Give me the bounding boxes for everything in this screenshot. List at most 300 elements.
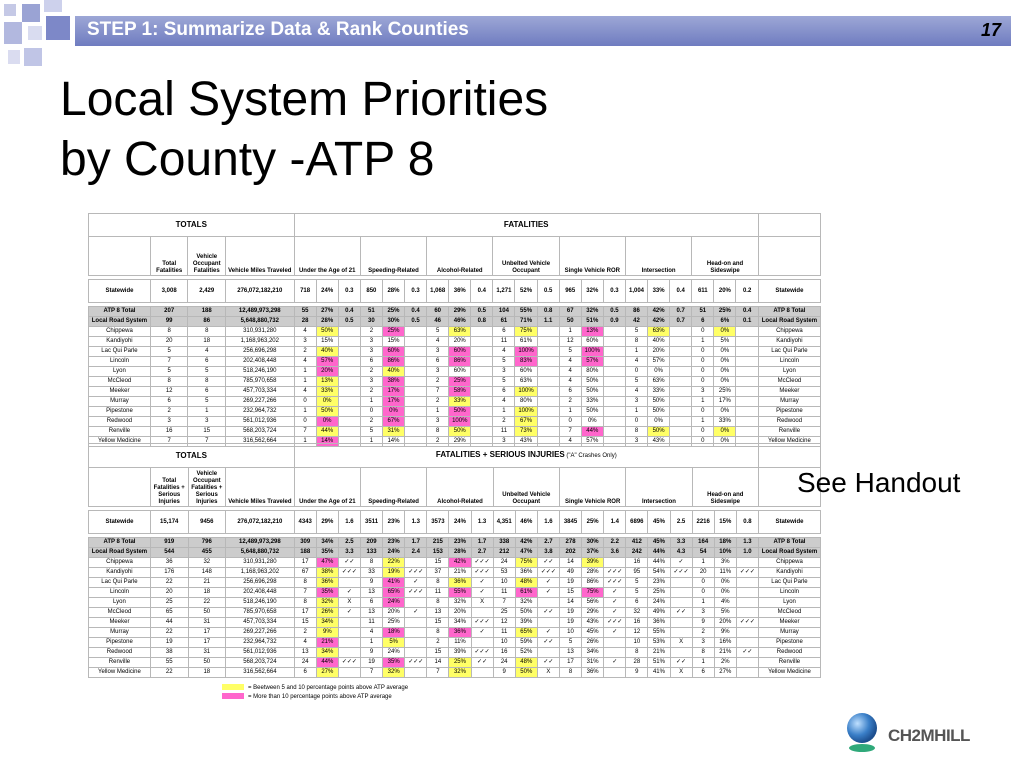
county-cell: 20 <box>692 568 714 578</box>
county-cell: 75% <box>582 588 604 598</box>
county-cell: Pipestone <box>89 407 151 417</box>
county-cell: 232,964,732 <box>226 407 295 417</box>
county-cell: Pipestone <box>89 638 151 648</box>
county-cell: 1 <box>692 337 714 347</box>
county-cell <box>405 387 427 397</box>
county-cell: 12 <box>150 387 188 397</box>
county-cell: 2 <box>692 628 714 638</box>
county-cell <box>736 558 758 568</box>
county-cell: 3 <box>294 337 316 347</box>
county-cell: 24% <box>383 648 405 658</box>
county-cell: 55% <box>449 588 471 598</box>
statewide-cell: 9456 <box>188 511 226 534</box>
county-cell: 50% <box>581 387 603 397</box>
county-cell: 7 <box>360 668 382 678</box>
county-cell: 44% <box>316 658 338 668</box>
county-cell: 7 <box>294 427 316 437</box>
county-cell: 0 <box>625 367 647 377</box>
county-cell: 15% <box>316 337 338 347</box>
county-cell: 25 <box>150 598 188 608</box>
county-cell <box>338 367 360 377</box>
total-cell: 30 <box>360 317 382 327</box>
total-cell: 99 <box>150 317 188 327</box>
county-cell: Lac Qui Parle <box>758 347 820 357</box>
county-cell: 20% <box>316 367 338 377</box>
county-cell: 8 <box>427 578 449 588</box>
county-cell <box>471 327 493 337</box>
county-cell <box>736 668 758 678</box>
county-cell <box>603 397 625 407</box>
decor-square <box>24 48 42 66</box>
county-cell: 100% <box>515 387 537 397</box>
statewide-cell: 20% <box>714 280 736 303</box>
total-cell: 212 <box>493 548 515 558</box>
county-cell: 5% <box>714 337 736 347</box>
county-cell: 0% <box>714 377 736 387</box>
total-cell: 25% <box>714 307 736 317</box>
county-cell: 0% <box>382 407 404 417</box>
table-totals-label: TOTALS <box>89 444 295 468</box>
county-cell: 13 <box>360 608 382 618</box>
statewide-cell: 0.4 <box>670 280 692 303</box>
county-cell: 21% <box>449 568 471 578</box>
county-cell: 3 <box>150 417 188 427</box>
county-cell: 10 <box>493 578 515 588</box>
county-cell: 5 <box>559 638 581 648</box>
county-cell: 13 <box>427 608 449 618</box>
county-cell: 11% <box>714 568 736 578</box>
county-cell: 57% <box>316 357 338 367</box>
legend-item-yellow <box>222 684 408 693</box>
county-cell <box>405 598 427 608</box>
county-cell: 8 <box>150 327 188 337</box>
county-cell: 38 <box>150 648 188 658</box>
county-cell: 38% <box>382 377 404 387</box>
county-cell: ✓ <box>604 628 626 638</box>
county-cell: 310,931,280 <box>226 558 295 568</box>
county-cell <box>670 337 692 347</box>
total-cell: 3.6 <box>604 548 626 558</box>
total-cell: 544 <box>150 548 188 558</box>
county-cell: 60% <box>581 337 603 347</box>
total-cell: 104 <box>493 307 515 317</box>
county-cell: 22 <box>150 668 188 678</box>
slide-number: 17 <box>980 20 1001 40</box>
county-cell: 16 <box>626 558 648 568</box>
county-cell: 7 <box>559 427 581 437</box>
county-cell: 17 <box>294 608 316 618</box>
county-cell: 100% <box>515 347 537 357</box>
county-cell: 1,168,963,202 <box>226 568 295 578</box>
county-cell <box>405 648 427 658</box>
county-cell: 17 <box>559 658 581 668</box>
county-cell: Lyon <box>758 367 820 377</box>
county-cell: 14 <box>559 598 581 608</box>
county-cell: 60% <box>382 347 404 357</box>
county-cell: 20 <box>150 588 188 598</box>
county-cell <box>338 377 360 387</box>
county-cell: 4 <box>559 437 581 447</box>
county-cell: 65% <box>383 588 405 598</box>
total-cell: 46 <box>427 317 449 327</box>
county-cell: 6 <box>493 327 515 337</box>
county-cell: 33% <box>316 387 338 397</box>
county-cell: 4 <box>427 337 449 347</box>
county-cell: 1 <box>692 658 714 668</box>
county-cell <box>471 608 493 618</box>
county-cell: 6 <box>626 598 648 608</box>
column-header: Vehicle Miles Traveled <box>226 237 295 276</box>
total-cell: 0.4 <box>736 307 758 317</box>
county-cell <box>338 427 360 437</box>
county-cell: 83% <box>515 357 537 367</box>
total-cell: 0.5 <box>603 307 625 317</box>
county-cell: 33% <box>581 397 603 407</box>
county-cell: 17 <box>188 628 226 638</box>
county-cell <box>736 598 758 608</box>
county-cell: 0 <box>294 417 316 427</box>
county-cell: ✓ <box>537 588 559 598</box>
county-cell: 5 <box>493 377 515 387</box>
county-cell <box>736 417 758 427</box>
county-cell: Redwood <box>758 417 820 427</box>
county-cell: 11 <box>493 337 515 347</box>
county-cell: 21% <box>648 648 670 658</box>
county-cell: 16 <box>150 427 188 437</box>
total-cell: 338 <box>493 538 515 548</box>
county-cell: Renville <box>89 427 151 437</box>
total-cell: Local Road System <box>89 548 151 558</box>
total-cell: 25% <box>382 307 404 317</box>
total-cell: 164 <box>692 538 714 548</box>
county-cell: 50% <box>581 407 603 417</box>
column-group-header: Unbelted Vehicle Occupant <box>493 468 559 507</box>
header-title: STEP 1: Summarize Data & Rank Counties <box>87 19 469 40</box>
county-cell: ✓ <box>537 628 559 638</box>
county-cell: 25% <box>382 327 404 337</box>
county-cell: 5% <box>383 638 405 648</box>
county-cell: 31% <box>382 427 404 437</box>
county-cell: 86% <box>582 578 604 588</box>
county-cell: 33% <box>714 417 736 427</box>
total-cell: 30% <box>582 538 604 548</box>
total-cell: 5,648,880,732 <box>226 548 295 558</box>
county-cell <box>471 407 493 417</box>
column-group-header: Head-on and Sideswipe <box>692 468 758 507</box>
total-cell: 0.4 <box>405 307 427 317</box>
county-cell: 8 <box>626 648 648 658</box>
column-group-header: Under the Age of 21 <box>294 468 360 507</box>
statewide-cell: 1,004 <box>625 280 647 303</box>
statewide-cell: 276,072,182,210 <box>226 511 295 534</box>
county-cell: 16% <box>714 638 736 648</box>
county-cell: 29% <box>449 437 471 447</box>
total-cell: 44% <box>648 548 670 558</box>
county-cell: 7 <box>150 357 188 367</box>
total-cell: 61 <box>493 317 515 327</box>
county-cell: ✓✓✓ <box>604 578 626 588</box>
globe-icon <box>838 708 888 758</box>
county-cell: 4 <box>493 397 515 407</box>
county-cell: 2 <box>360 367 382 377</box>
county-cell: 4 <box>559 367 581 377</box>
county-cell: 7 <box>493 598 515 608</box>
county-cell: 42% <box>449 558 471 568</box>
county-cell <box>604 668 626 678</box>
county-cell <box>603 417 625 427</box>
county-cell <box>603 357 625 367</box>
see-handout-note: See Handout <box>797 467 961 498</box>
county-cell <box>338 397 360 407</box>
statewide-cell: 3573 <box>427 511 449 534</box>
county-cell: Yellow Medicine <box>89 437 151 447</box>
county-cell: 8 <box>188 377 226 387</box>
blank-cell <box>758 237 820 276</box>
section-note: ("A" Crashes Only) <box>564 453 617 459</box>
county-cell: ✓✓✓ <box>471 648 493 658</box>
total-cell: 209 <box>360 538 382 548</box>
county-cell: 6 <box>188 387 226 397</box>
county-cell: 8 <box>625 427 647 437</box>
county-cell: 10 <box>493 638 515 648</box>
county-cell <box>338 357 360 367</box>
statewide-cell: 850 <box>360 280 382 303</box>
total-cell: 42% <box>648 307 670 317</box>
statewide-cell: 1.3 <box>471 511 493 534</box>
county-cell: 24 <box>493 658 515 668</box>
county-cell: 8 <box>360 558 382 568</box>
county-cell <box>604 648 626 658</box>
total-cell: 32% <box>581 307 603 317</box>
county-cell: 95 <box>626 568 648 578</box>
county-cell: ✓✓ <box>537 558 559 568</box>
county-cell: 22 <box>150 628 188 638</box>
county-cell: 3 <box>692 387 714 397</box>
total-cell: 42 <box>625 317 647 327</box>
county-cell: 22 <box>150 578 188 588</box>
county-cell: 18% <box>383 628 405 638</box>
county-cell: 5 <box>188 367 226 377</box>
county-cell: 50 <box>188 608 226 618</box>
county-cell: 0% <box>316 417 338 427</box>
county-cell <box>537 648 559 658</box>
column-group-header: Alcohol-Related <box>427 237 493 276</box>
county-cell: 40% <box>382 367 404 377</box>
column-group-header: Under the Age of 21 <box>294 237 360 276</box>
column-group-header: Speeding-Related <box>360 468 426 507</box>
total-cell: 1.1 <box>537 317 559 327</box>
county-cell: 1 <box>692 598 714 608</box>
statewide-cell: 276,072,182,210 <box>226 280 295 303</box>
county-cell: 0% <box>714 367 736 377</box>
total-cell: 71% <box>515 317 537 327</box>
county-cell: 80% <box>581 367 603 377</box>
county-cell: 15 <box>188 427 226 437</box>
total-cell: 796 <box>188 538 226 548</box>
total-cell: 47% <box>515 548 537 558</box>
county-cell: 1 <box>294 367 316 377</box>
county-cell: 32 <box>188 558 226 568</box>
total-cell: 0.7 <box>670 307 692 317</box>
county-cell: 44% <box>316 427 338 437</box>
county-cell <box>338 668 360 678</box>
total-cell: 3.8 <box>537 548 559 558</box>
county-cell: Redwood <box>89 648 151 658</box>
county-cell <box>405 367 427 377</box>
county-cell: Kandiyohi <box>758 337 820 347</box>
total-cell: 23% <box>383 538 405 548</box>
county-cell: Meeker <box>89 387 151 397</box>
statewide-cell: 1.6 <box>338 511 360 534</box>
county-cell <box>537 357 559 367</box>
county-cell: 57% <box>581 437 603 447</box>
statewide-cell: 28% <box>382 280 404 303</box>
county-cell <box>670 628 692 638</box>
county-cell: 2% <box>714 658 736 668</box>
county-cell <box>736 337 758 347</box>
county-cell: 52% <box>515 648 537 658</box>
county-cell: 8 <box>294 578 316 588</box>
county-cell <box>405 397 427 407</box>
county-cell: 457,703,334 <box>226 387 295 397</box>
county-cell: Redwood <box>758 648 820 658</box>
county-cell: 50% <box>515 608 537 618</box>
county-cell: 53 <box>493 568 515 578</box>
total-cell: 30% <box>382 317 404 327</box>
total-cell: Local Road System <box>758 548 820 558</box>
total-cell: 2.4 <box>405 548 427 558</box>
county-cell: Lac Qui Parle <box>758 578 820 588</box>
statewide-cell: 15% <box>714 511 736 534</box>
county-cell: 67 <box>294 568 316 578</box>
county-cell: 6 <box>188 357 226 367</box>
county-cell <box>736 638 758 648</box>
total-cell: 28% <box>449 548 471 558</box>
county-cell: 4 <box>294 638 316 648</box>
county-cell: ✓✓✓ <box>736 618 758 628</box>
county-cell <box>736 608 758 618</box>
county-cell: 37 <box>427 568 449 578</box>
statewide-cell: Statewide <box>89 280 151 303</box>
county-cell: 7 <box>150 437 188 447</box>
total-cell: 2.7 <box>537 538 559 548</box>
county-cell: 785,970,658 <box>226 608 295 618</box>
statewide-cell: 33% <box>648 280 670 303</box>
statewide-cell: 23% <box>383 511 405 534</box>
county-cell: 54% <box>648 568 670 578</box>
blank-cell <box>758 444 820 468</box>
county-cell: 0% <box>714 578 736 588</box>
county-cell: 6 <box>493 387 515 397</box>
county-cell <box>537 367 559 377</box>
county-cell: 43% <box>648 437 670 447</box>
county-cell: 100% <box>449 417 471 427</box>
county-cell: ✓✓ <box>537 658 559 668</box>
county-cell: ✓✓ <box>670 608 692 618</box>
county-cell: 39% <box>449 648 471 658</box>
county-cell: 0% <box>714 327 736 337</box>
county-cell: 14% <box>316 437 338 447</box>
total-cell: 35% <box>316 548 338 558</box>
legend-text: = Beetween 5 and 10 percentage points above ATP average <box>248 685 409 691</box>
county-cell: ✓ <box>537 578 559 588</box>
county-cell: ✓✓✓ <box>471 568 493 578</box>
county-cell: 39% <box>515 618 537 628</box>
county-cell: 2 <box>427 437 449 447</box>
county-cell: 0 <box>692 588 714 598</box>
county-cell: 6 <box>294 668 316 678</box>
county-cell: 232,964,732 <box>226 638 295 648</box>
total-cell: 29% <box>449 307 471 317</box>
county-cell <box>338 407 360 417</box>
county-cell: X <box>471 598 493 608</box>
county-cell: Chippewa <box>758 558 820 568</box>
county-cell: 20% <box>449 608 471 618</box>
county-cell: 2 <box>360 327 382 337</box>
county-cell <box>736 377 758 387</box>
county-cell: 44 <box>150 618 188 628</box>
county-cell: 35% <box>316 588 338 598</box>
county-cell: 41% <box>648 668 670 678</box>
total-cell: 4.3 <box>670 548 692 558</box>
county-cell: 25% <box>714 387 736 397</box>
county-cell: 3 <box>692 608 714 618</box>
county-cell: ✓ <box>670 558 692 568</box>
statewide-cell: 1.6 <box>537 511 559 534</box>
county-cell <box>471 387 493 397</box>
county-cell <box>736 327 758 337</box>
total-cell: 28% <box>316 317 338 327</box>
county-cell: 40% <box>648 337 670 347</box>
county-cell: 1 <box>692 558 714 568</box>
county-cell <box>405 407 427 417</box>
county-cell: 80% <box>515 397 537 407</box>
legend-text: = More than 10 percentage points above ATP average <box>248 694 392 700</box>
county-cell: 32% <box>515 598 537 608</box>
county-cell <box>670 377 692 387</box>
total-cell: 6% <box>714 317 736 327</box>
county-cell: 4 <box>559 357 581 367</box>
county-cell <box>338 618 360 628</box>
county-cell <box>338 327 360 337</box>
county-cell: 5 <box>625 377 647 387</box>
county-cell: 36% <box>582 668 604 678</box>
county-cell <box>471 337 493 347</box>
county-cell: 44% <box>648 558 670 568</box>
county-cell: 35% <box>383 658 405 668</box>
county-cell: ✓✓✓ <box>405 588 427 598</box>
county-cell: 1 <box>294 377 316 387</box>
county-cell: 0 <box>692 357 714 367</box>
county-cell <box>736 347 758 357</box>
county-cell <box>471 347 493 357</box>
county-cell: Meeker <box>89 618 151 628</box>
county-cell: 202,408,448 <box>226 357 295 367</box>
county-cell: ✓✓ <box>471 658 493 668</box>
county-cell: 59% <box>515 638 537 648</box>
total-cell: 309 <box>294 538 316 548</box>
county-cell: 0% <box>714 427 736 437</box>
section-title: FATALITIES <box>503 220 549 229</box>
county-cell <box>670 407 692 417</box>
total-cell: 0.8 <box>471 317 493 327</box>
county-cell: 0 <box>360 407 382 417</box>
county-cell: 2 <box>360 387 382 397</box>
county-cell <box>405 558 427 568</box>
county-cell <box>405 417 427 427</box>
county-cell: 2 <box>427 397 449 407</box>
county-cell: ✓✓✓ <box>604 568 626 578</box>
